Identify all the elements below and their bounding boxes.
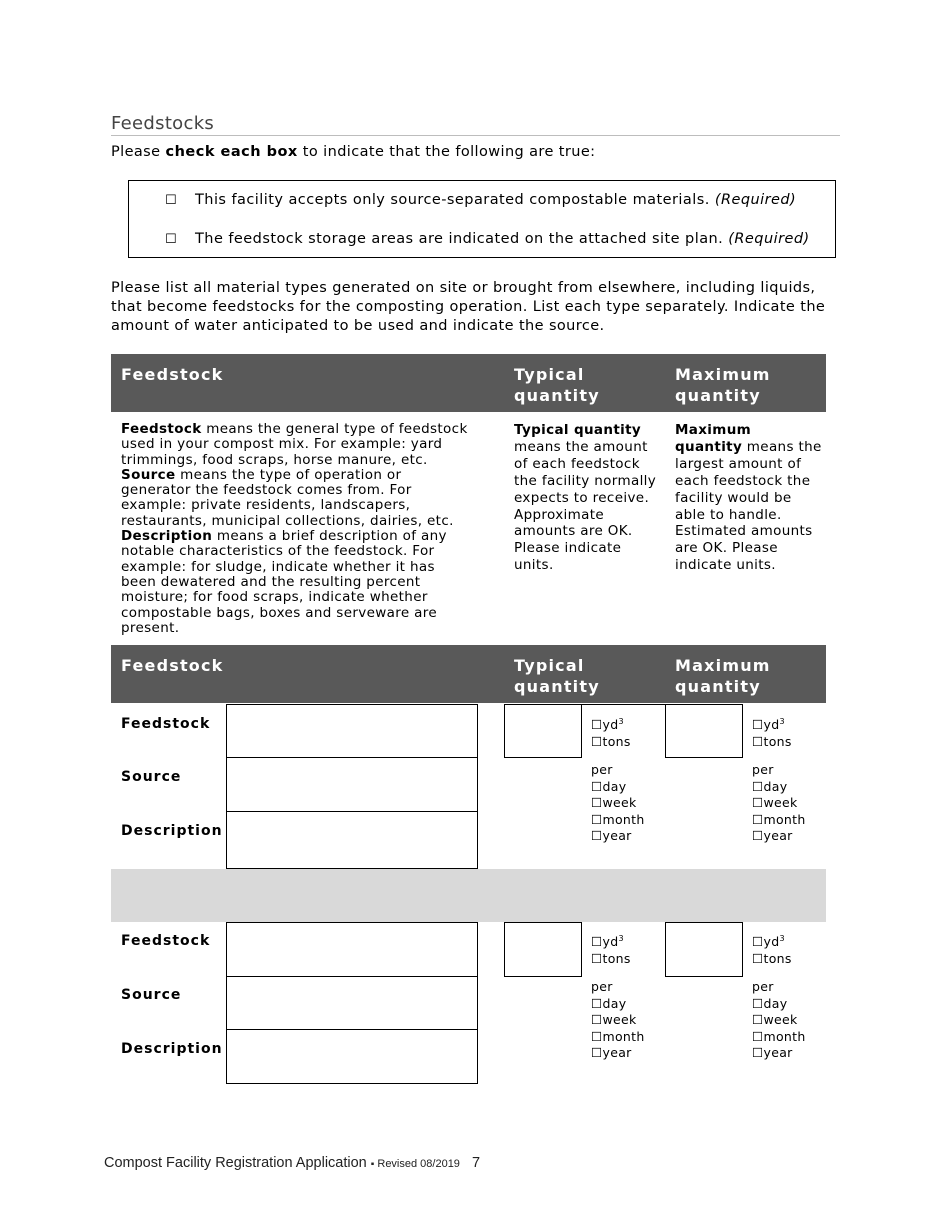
typical-quantity-input[interactable] — [504, 922, 582, 977]
source-label: Source — [121, 769, 182, 785]
description-label: Description — [121, 823, 223, 839]
yd3-option-label: ☐yd — [752, 717, 780, 733]
maximum-period — [752, 762, 806, 845]
page-footer — [104, 1155, 480, 1171]
instruction-bold: check each box — [165, 144, 298, 160]
feedstock-label: Feedstock — [121, 716, 211, 732]
year-option[interactable]: ☐year — [752, 1045, 793, 1060]
yd3-exponent: 3 — [779, 934, 785, 943]
def-typical: means the amount of each feedstock the facility normally expects to receive. Approximate amounts are OK. Please indicate units. — [514, 438, 657, 574]
typical-units — [591, 931, 631, 967]
tons-option[interactable]: ☐tons — [752, 733, 792, 749]
def-feedstock: means the general type of feedstock used in your compost mix. For example: yard trimmings, food scraps, horse manure, etc. — [121, 421, 468, 468]
maximum-period — [752, 979, 806, 1062]
instruction-prefix: Please — [111, 144, 166, 160]
day-option[interactable]: ☐day — [591, 778, 627, 794]
typical-period — [591, 762, 645, 845]
maximum-quantity-input[interactable] — [665, 704, 743, 758]
header-feedstock: Feedstock — [121, 365, 224, 384]
footer-bullet: ▪ — [370, 1159, 375, 1170]
instructions-paragraph: Please list all material types generated on site or brought from elsewhere, including liquids, that become feedstocks for the composting operation. List each type separately. Indicate the amount of water anticipated to be used and indicate the source. — [111, 280, 826, 334]
feedstock-label: Feedstock — [121, 933, 211, 949]
maximum-units — [752, 931, 792, 967]
month-option[interactable]: ☐month — [591, 811, 645, 827]
yd3-option[interactable] — [752, 931, 792, 951]
feedstock-input[interactable] — [226, 704, 478, 758]
yd3-option-label: ☐yd — [591, 934, 619, 950]
header-maximum-quantity: Maximum quantity — [675, 365, 771, 405]
yd3-option[interactable] — [752, 714, 792, 734]
page-number: 7 — [472, 1155, 481, 1171]
header-typical-quantity: Typical quantity — [514, 365, 600, 405]
yd3-option-label: ☐yd — [752, 934, 780, 950]
source-label: Source — [121, 987, 182, 1003]
typical-quantity-input[interactable] — [504, 704, 582, 758]
instruction-suffix: to indicate that the following are true: — [297, 144, 596, 160]
instruction-text — [111, 144, 595, 160]
typical-units-rule — [582, 704, 666, 705]
tons-option[interactable]: ☐tons — [752, 950, 792, 966]
per-label: per — [752, 979, 774, 994]
yd3-option[interactable] — [591, 931, 631, 951]
required-note: (Required) — [728, 231, 810, 247]
def-maximum: means the largest amount of each feedstock the facility would be able to handle. Estimated amounts are OK. Please indicate units. — [675, 438, 822, 574]
month-option[interactable]: ☐month — [591, 1028, 645, 1044]
yd3-option[interactable] — [591, 714, 631, 734]
def-source: means the type of operation or generator the feedstock comes from. For example: private residents, landscapers, restaurants, municipal collections, dairies, etc. — [121, 466, 454, 529]
source-input[interactable] — [226, 757, 478, 812]
checkbox-source-separated[interactable]: ☐ — [165, 193, 178, 208]
description-input[interactable] — [226, 1029, 478, 1084]
maximum-units — [752, 714, 792, 750]
week-option[interactable]: ☐week — [752, 1012, 798, 1027]
per-label: per — [752, 762, 774, 777]
yd3-exponent: 3 — [618, 717, 624, 726]
required-item-1-text: This facility accepts only source-separated compostable materials. — [195, 192, 715, 208]
month-option[interactable]: ☐month — [752, 811, 806, 827]
per-label: per — [591, 979, 613, 994]
table-header — [111, 645, 826, 703]
typical-units — [591, 714, 631, 750]
title-divider — [111, 135, 840, 136]
def-description: means a brief description of any notable characteristics of the feedstock. For example: for sludge, indicate whether it has been dewatered and the resulting percent moisture; for food scraps, indicate whether compostable bags, boxes and serveware are present. — [121, 528, 447, 636]
def-term-source: Source — [121, 466, 176, 483]
year-option[interactable]: ☐year — [591, 828, 632, 843]
tons-option[interactable]: ☐tons — [591, 733, 631, 749]
def-term-feedstock: Feedstock — [121, 421, 202, 437]
week-option[interactable]: ☐week — [591, 1012, 637, 1027]
footer-revised: Revised 08/2019 — [374, 1158, 460, 1170]
maximum-quantity-definition — [675, 422, 823, 574]
tons-option[interactable]: ☐tons — [591, 950, 631, 966]
row-separator — [111, 869, 826, 922]
day-option[interactable]: ☐day — [752, 778, 788, 794]
year-option[interactable]: ☐year — [752, 828, 793, 843]
yd3-exponent: 3 — [618, 934, 624, 943]
section-title: Feedstocks — [111, 113, 215, 134]
maximum-quantity-input[interactable] — [665, 922, 743, 977]
source-input[interactable] — [226, 976, 478, 1030]
feedstock-input[interactable] — [226, 922, 478, 977]
day-option[interactable]: ☐day — [752, 995, 788, 1011]
typical-period — [591, 979, 645, 1062]
def-term-typical: Typical quantity — [514, 422, 642, 438]
yd3-option-label: ☐yd — [591, 717, 619, 733]
feedstock-definitions — [121, 422, 471, 636]
header-feedstock: Feedstock — [121, 656, 224, 675]
def-term-maximum: Maximum quantity — [675, 422, 752, 455]
required-checkbox-group — [128, 180, 836, 258]
def-term-description: Description — [121, 528, 213, 545]
year-option[interactable]: ☐year — [591, 1045, 632, 1060]
description-input[interactable] — [226, 811, 478, 869]
yd3-exponent: 3 — [779, 717, 785, 726]
checkbox-storage-areas[interactable]: ☐ — [165, 232, 178, 247]
description-label: Description — [121, 1041, 223, 1057]
required-item-2-text: The feedstock storage areas are indicated on the attached site plan. — [195, 231, 729, 247]
required-note: (Required) — [714, 192, 797, 208]
table-header — [111, 354, 826, 412]
footer-title: Compost Facility Registration Application — [104, 1155, 371, 1171]
per-label: per — [591, 762, 613, 777]
header-typical-quantity: Typical quantity — [514, 656, 600, 696]
header-maximum-quantity: Maximum quantity — [675, 656, 771, 696]
week-option[interactable]: ☐week — [752, 795, 798, 810]
week-option[interactable]: ☐week — [591, 795, 637, 810]
required-item-2 — [165, 231, 810, 247]
typical-quantity-definition — [514, 422, 662, 574]
month-option[interactable]: ☐month — [752, 1028, 806, 1044]
day-option[interactable]: ☐day — [591, 995, 627, 1011]
required-item-1 — [165, 192, 796, 208]
